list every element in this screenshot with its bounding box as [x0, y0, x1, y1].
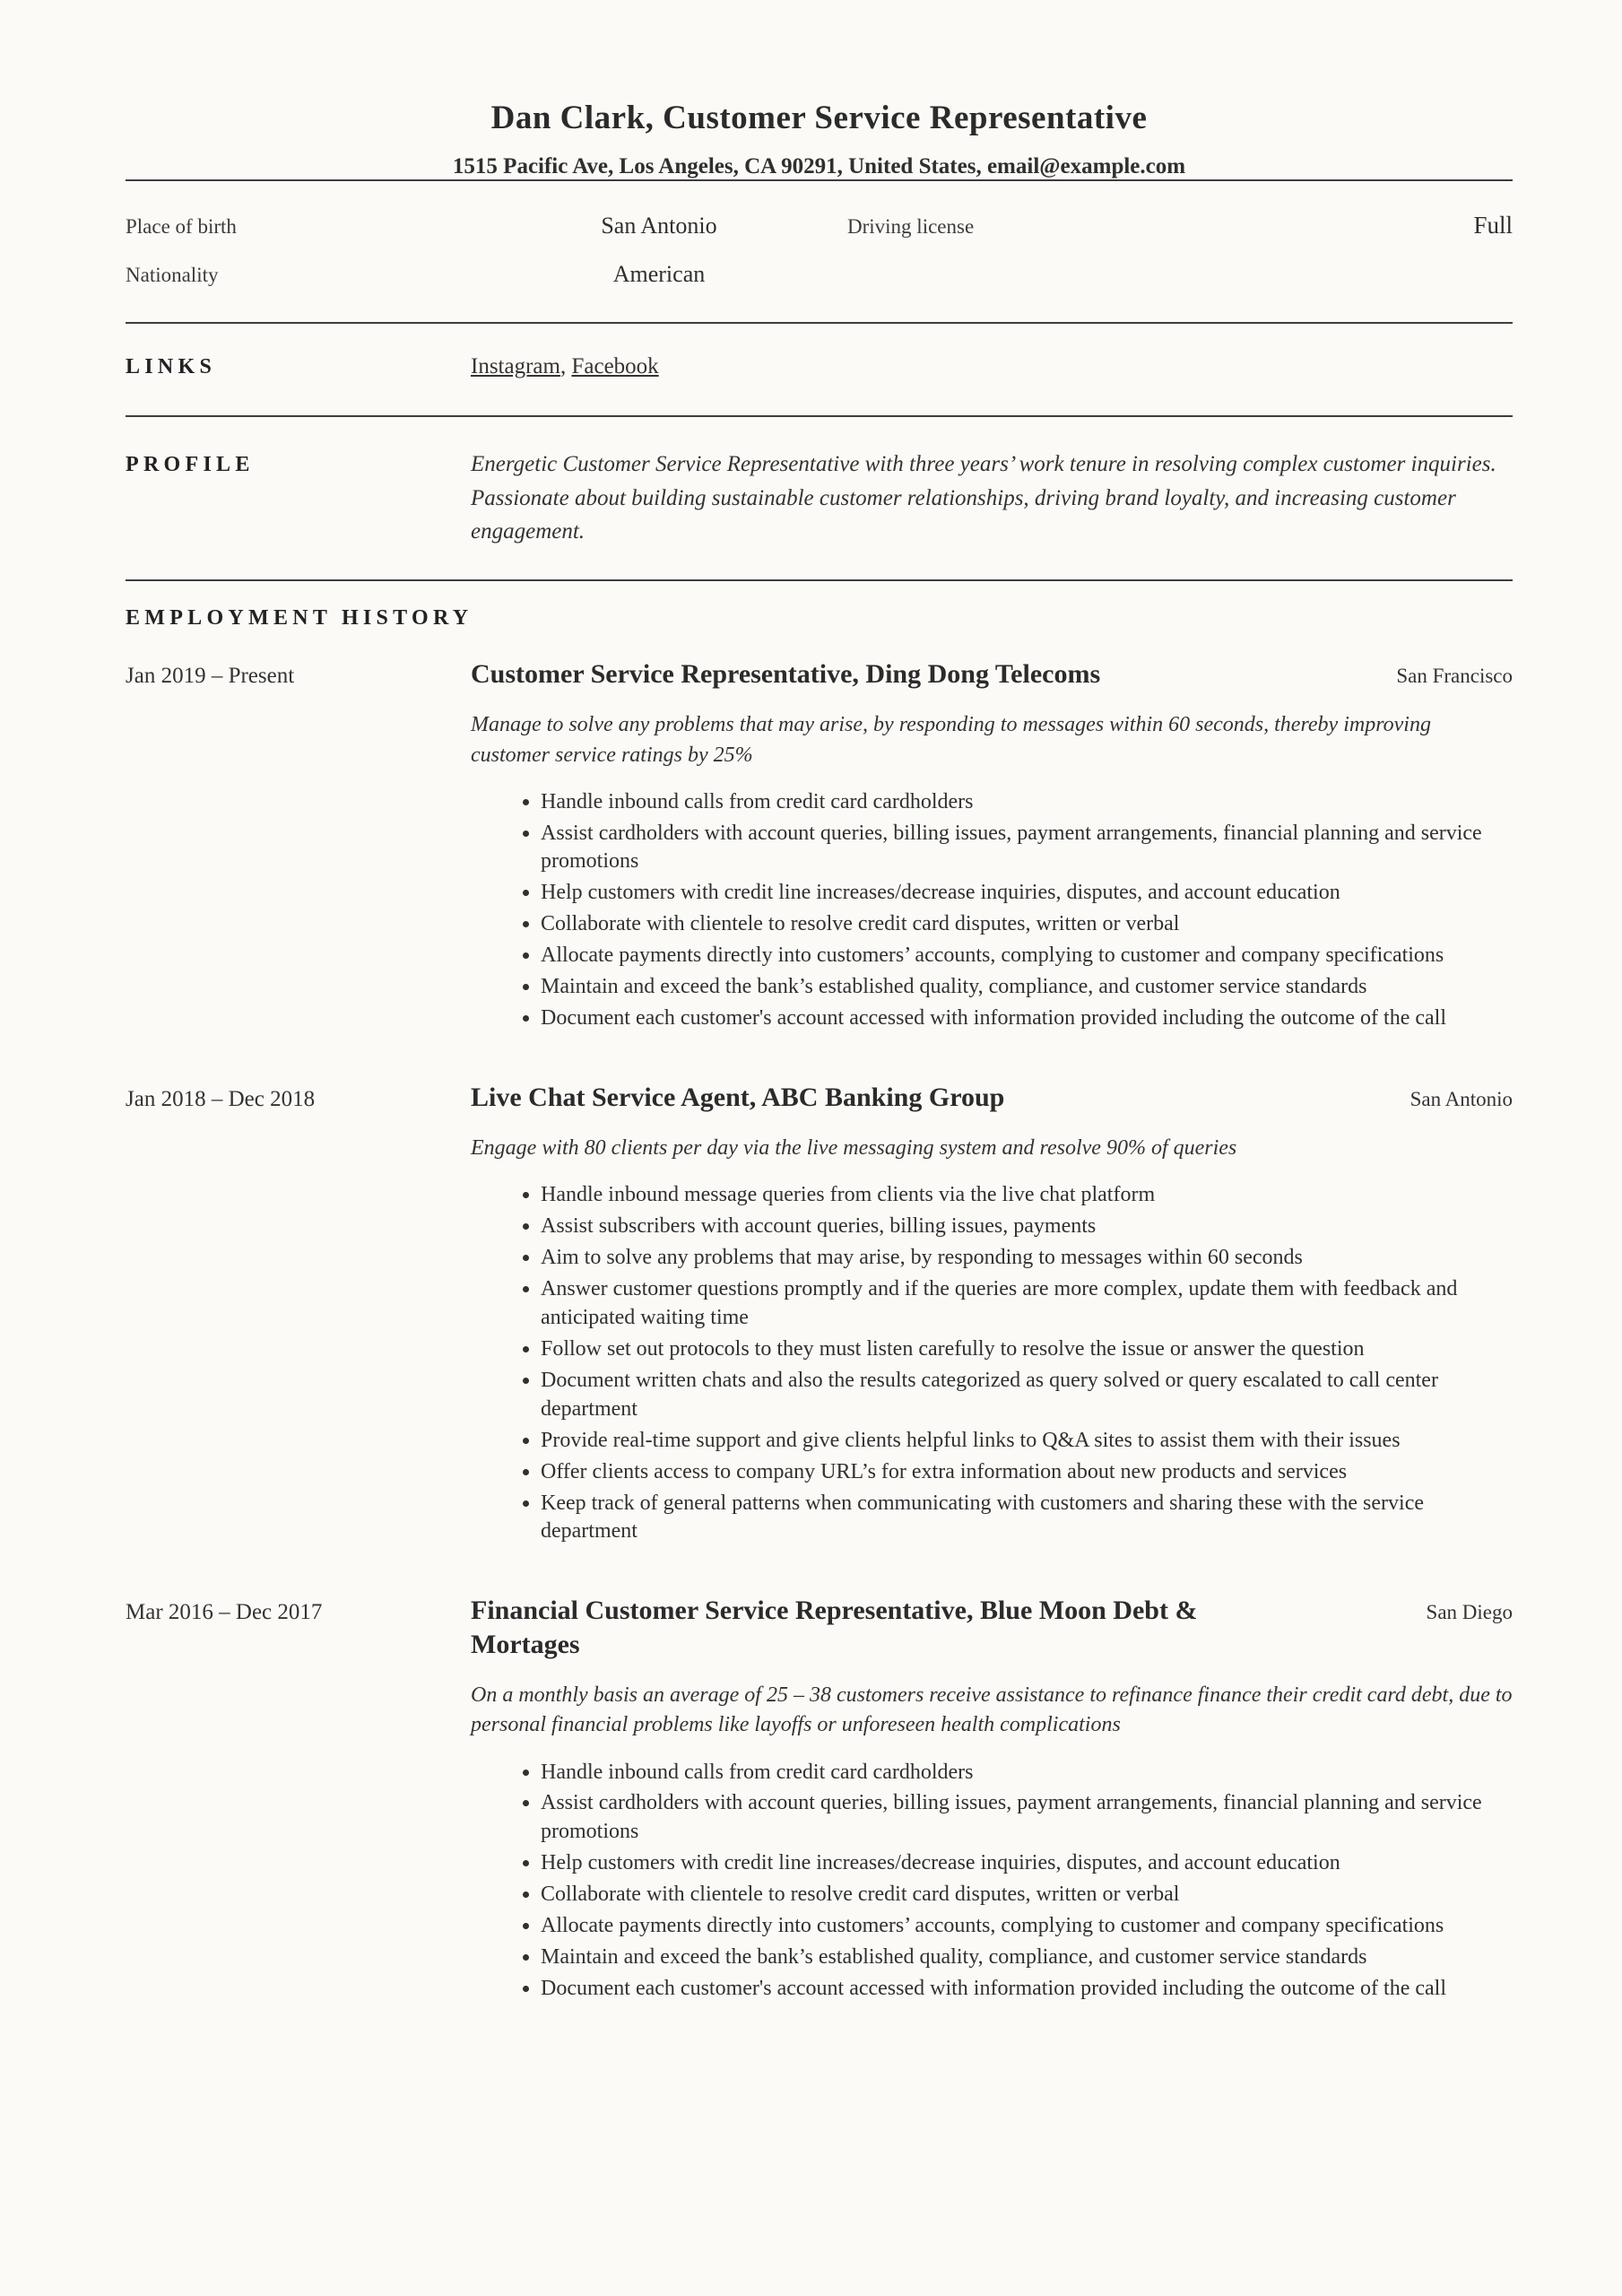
job-location: San Francisco — [1396, 664, 1513, 687]
contact-line: 1515 Pacific Ave, Los Angeles, CA 90291, United States, email@example.com — [452, 154, 1186, 179]
job-bullet: • Assist cardholders with account queries, billing issues, payment arrangements, financial planning and service promotions — [541, 1789, 1513, 1847]
employment-section-label: EMPLOYMENT HISTORY — [126, 605, 473, 630]
job-title: Financial Customer Service Representative, Blue Moon Debt & Mortages — [471, 1596, 1198, 1659]
job-title: Customer Service Representative, Ding Dong Telecoms — [471, 658, 1101, 689]
job-bullet: • Assist subscribers with account queries, billing issues, payments — [541, 1213, 1513, 1241]
instagram-link[interactable]: Instagram — [471, 354, 560, 379]
employment-history-section — [126, 581, 1513, 2006]
job-bullets — [471, 1181, 1513, 1546]
place-of-birth-label: Place of birth — [126, 215, 237, 239]
job-dates: Jan 2018 – Dec 2018 — [126, 1086, 316, 1111]
job-bullet: • Handle inbound message queries from clients via the live chat platform — [541, 1181, 1513, 1210]
job-bullet: • Document each customer's account accessed with information provided including the outcome of the call — [541, 1975, 1513, 2004]
job-summary: Engage with 80 clients per day via the live messaging system and resolve 90% of queries — [471, 1136, 1237, 1161]
job-bullets — [471, 788, 1513, 1033]
resume-header — [126, 99, 1513, 179]
nationality-label: Nationality — [126, 264, 219, 287]
job-bullet: • Aim to solve any problems that may arise, by responding to messages within 60 seconds — [541, 1244, 1513, 1273]
job-summary: On a monthly basis an average of 25 – 38 customers receive assistance to refinance finance their credit card debt, due to personal financial problems like layoffs or unforeseen health complications — [471, 1683, 1513, 1737]
job-location: San Antonio — [1409, 1087, 1513, 1110]
driving-license-label: Driving license — [847, 215, 975, 239]
job-header — [471, 657, 1513, 691]
job-bullet: • Provide real-time support and give clients helpful links to Q&A sites to assist them with their issues — [541, 1427, 1513, 1456]
job-header — [471, 1594, 1513, 1661]
job-bullet: • Allocate payments directly into customers’ accounts, complying to customer and company specifications — [541, 942, 1513, 970]
job-location: San Diego — [1426, 1601, 1513, 1624]
job-bullet: • Answer customer questions promptly and if the queries are more complex, update them with feedback and anticipated waiting time — [541, 1275, 1513, 1333]
page-title: Dan Clark, Customer Service Representative — [490, 100, 1148, 136]
personal-details-section — [126, 181, 1513, 322]
job-body — [471, 1081, 1513, 1549]
details-row — [126, 261, 1513, 288]
links-section — [126, 324, 1513, 415]
job-bullet: • Assist cardholders with account queries, billing issues, payment arrangements, financial planning and service promotions — [541, 820, 1513, 877]
job-bullet: • Maintain and exceed the bank’s established quality, compliance, and customer service standards — [541, 1944, 1513, 1972]
links-list — [471, 354, 1513, 379]
facebook-link[interactable]: Facebook — [571, 354, 659, 379]
links-section-label: LINKS — [126, 355, 217, 379]
nationality-value: American — [612, 261, 706, 288]
job-summary: Manage to solve any problems that may arise, by responding to messages within 60 seconds, thereby improving customer service ratings by 25% — [471, 713, 1431, 767]
job-bullet: • Allocate payments directly into customers’ accounts, complying to customer and company specifications — [541, 1912, 1513, 1941]
job-title: Live Chat Service Agent, ABC Banking Group — [471, 1082, 1005, 1112]
job-dates: Jan 2019 – Present — [126, 663, 295, 688]
place-of-birth-value: San Antonio — [601, 213, 717, 239]
details-row — [126, 212, 1513, 239]
job-header — [471, 1081, 1513, 1115]
links-separator: , — [559, 354, 572, 379]
jobs-list — [126, 657, 1513, 2006]
job-bullet: • Handle inbound calls from credit card cardholders — [541, 1759, 1513, 1787]
job-bullet: • Collaborate with clientele to resolve credit card disputes, written or verbal — [541, 910, 1513, 939]
job-bullet: • Follow set out protocols to they must listen carefully to resolve the issue or answer the question — [541, 1335, 1513, 1364]
job-bullet: • Maintain and exceed the bank’s established quality, compliance, and customer service standards — [541, 973, 1513, 1002]
job-dates: Mar 2016 – Dec 2017 — [126, 1600, 323, 1625]
job-bullet: • Help customers with credit line increases/decrease inquiries, disputes, and account education — [541, 879, 1513, 908]
job-body — [471, 1594, 1513, 2005]
job-bullet: • Document each customer's account accessed with information provided including the outcome of the call — [541, 1004, 1513, 1033]
job-bullet: • Document written chats and also the results categorized as query solved or query escalated to call center department — [541, 1367, 1513, 1424]
job-body — [471, 657, 1513, 1036]
profile-section — [126, 417, 1513, 579]
profile-text: Energetic Customer Service Representative with three years’ work tenure in resolving complex customer inquiries. Passionate about building sustainable customer relationships, driving brand loyalty, and increasing customer engagement. — [471, 452, 1496, 544]
job-bullet: • Offer clients access to company URL’s for extra information about new products and services — [541, 1458, 1513, 1487]
job-entry — [126, 657, 1513, 1036]
driving-license-value: Full — [1473, 212, 1513, 239]
job-bullets — [471, 1759, 1513, 2004]
job-entry — [126, 1594, 1513, 2005]
job-bullet: • Handle inbound calls from credit card cardholders — [541, 788, 1513, 817]
job-bullet: • Help customers with credit line increases/decrease inquiries, disputes, and account education — [541, 1849, 1513, 1878]
job-bullet: • Collaborate with clientele to resolve credit card disputes, written or verbal — [541, 1881, 1513, 1909]
profile-section-label: PROFILE — [126, 453, 255, 477]
job-entry — [126, 1081, 1513, 1549]
job-bullet: • Keep track of general patterns when communicating with customers and sharing these with the service department — [541, 1490, 1513, 1547]
